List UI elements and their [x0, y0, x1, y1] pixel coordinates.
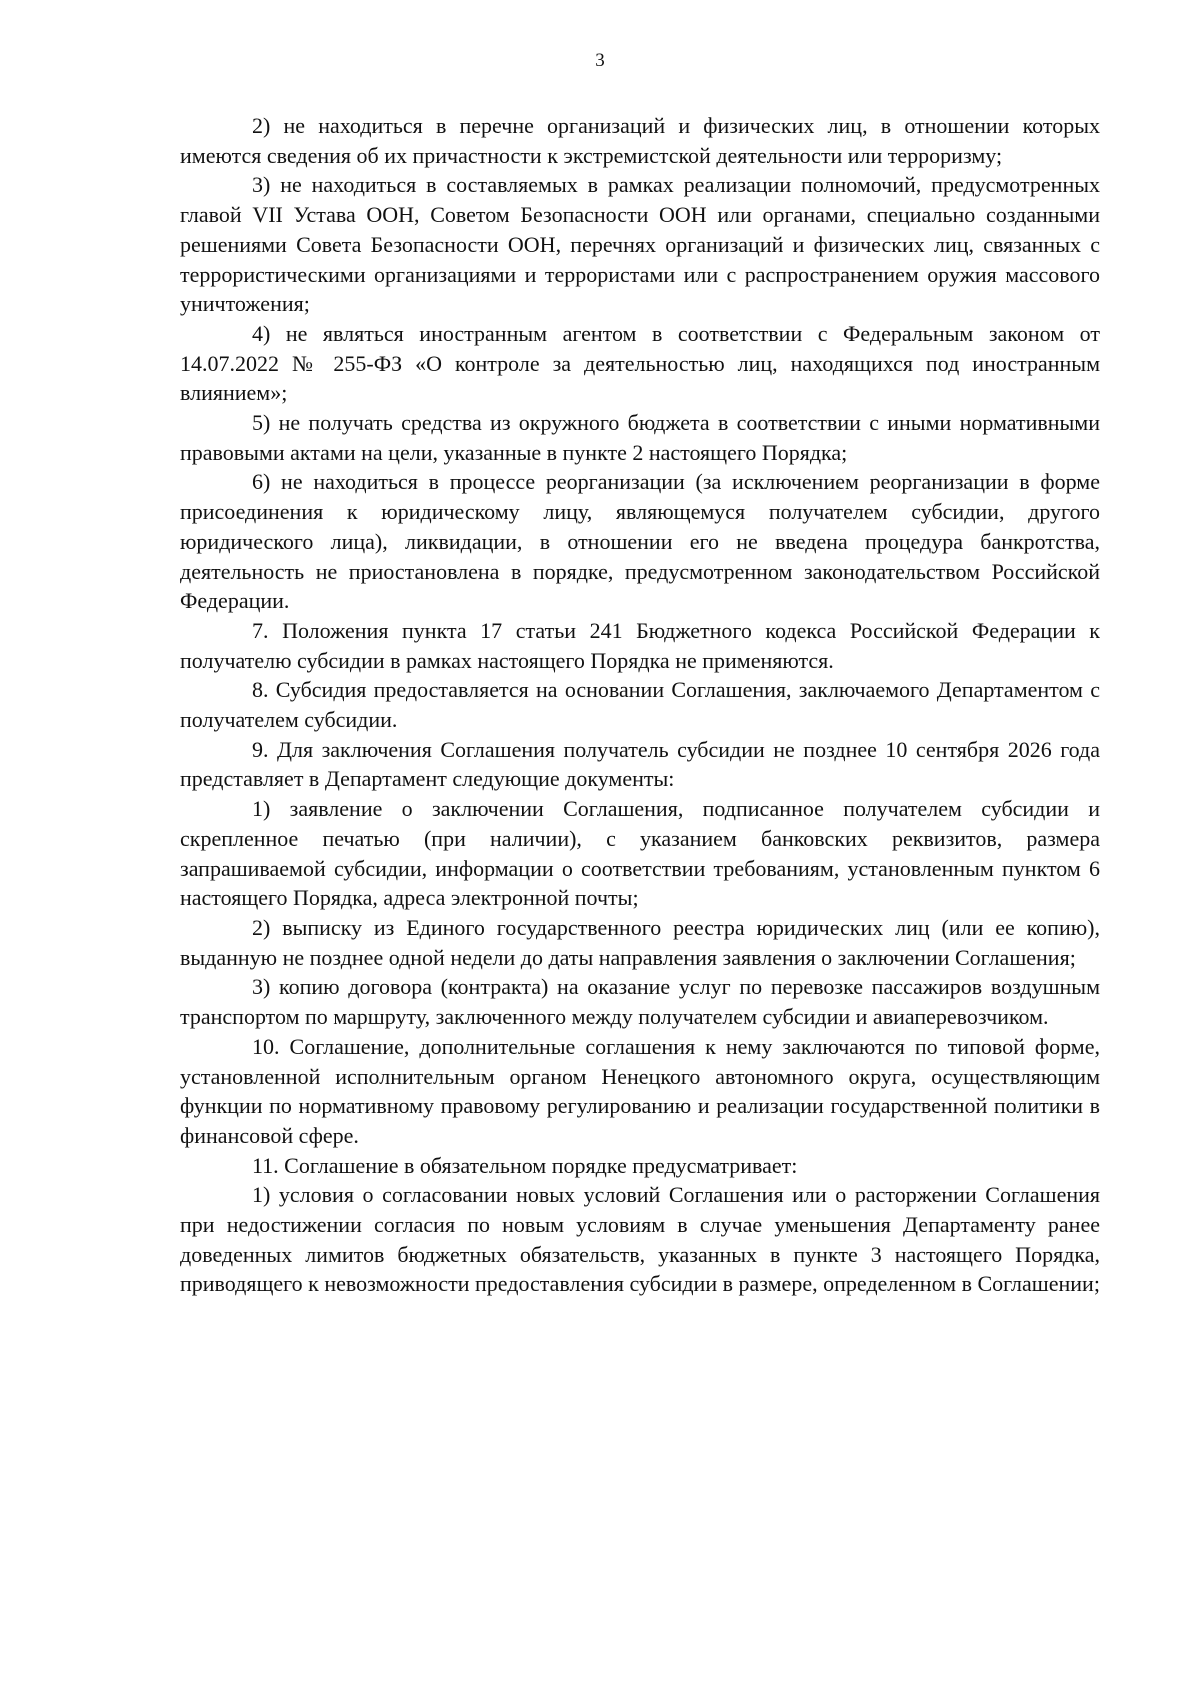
paragraph-item-4-not-foreign-agent: 4) не являться иностранным агентом в соответствии с Федеральным законом от 14.07.2022 № 255-ФЗ «О контроле за деятельностью лиц, находящихся под иностранным влиянием»;	[180, 320, 1100, 406]
paragraph-clause-8: 8. Субсидия предоставляется на основании Соглашения, заключаемого Департаментом с получателем субсидии.	[180, 677, 1100, 733]
paragraph-clause-11-item-1: 1) условия о согласовании новых условий Соглашения или о расторжении Соглашения при недостижении согласия по новым условиям в случае уменьшения Департаменту ранее доведенных лимитов бюджетных обязательств, указанных в пункте 3 настоящего Порядка, приводящего к невозможности предоставления субсидии в размере, определенном в Соглашении;	[180, 1182, 1100, 1297]
page-number: 3	[595, 50, 605, 71]
paragraph-clause-9-item-2: 2) выписку из Единого государственного реестра юридических лиц (или ее копию), выданную не позднее одной недели до даты направления заявления о заключении Соглашения;	[180, 914, 1100, 970]
document-body	[180, 111, 1100, 1299]
paragraph-clause-11: 11. Соглашение в обязательном порядке предусматривает:	[252, 1152, 798, 1178]
paragraph-item-6-not-in-reorganization: 6) не находиться в процессе реорганизации (за исключением реорганизации в форме присоединения к юридическому лицу, являющемуся получателем субсидии, другого юридического лица), ликвидации, в отношении его не введена процедура банкротства, деятельность не приостановлена в порядке, предусмотренном законодательством Российской Федерации.	[180, 469, 1100, 614]
paragraph-clause-7: 7. Положения пункта 17 статьи 241 Бюджетного кодекса Российской Федерации к получателю субсидии в рамках настоящего Порядка не применяются.	[180, 617, 1100, 673]
paragraph-item-3-not-in-un-lists: 3) не находиться в составляемых в рамках реализации полномочий, предусмотренных главой VII Устава ООН, Советом Безопасности ООН или органами, специально созданными решениями Совета Безопасности ООН, перечнях организаций и физических лиц, связанных с террористическими организациями и террористами или с распространением оружия массового уничтожения;	[180, 172, 1100, 317]
paragraph-clause-9: 9. Для заключения Соглашения получатель субсидии не позднее 10 сентября 2026 года представляет в Департамент следующие документы:	[180, 736, 1100, 792]
paragraph-clause-9-item-3: 3) копию договора (контракта) на оказание услуг по перевозке пассажиров воздушным транспортом по маршруту, заключенного между получателем субсидии и авиаперевозчиком.	[180, 974, 1100, 1030]
paragraph-item-2-not-in-extremist-list: 2) не находиться в перечне организаций и физических лиц, в отношении которых имеются сведения об их причастности к экстремистской деятельности или терроризму;	[180, 113, 1100, 168]
paragraph-item-5-no-other-budget-funds: 5) не получать средства из окружного бюджета в соответствии с иными нормативными правовыми актами на цели, указанные в пункте 2 настоящего Порядка;	[180, 410, 1100, 465]
paragraph-clause-9-item-1: 1) заявление о заключении Соглашения, подписанное получателем субсидии и скрепленное печатью (при наличии), с указанием банковских реквизитов, размера запрашиваемой субсидии, информации о соответствии требованиям, установленным пунктом 6 настоящего Порядка, адреса электронной почты;	[180, 796, 1100, 911]
paragraph-clause-10: 10. Соглашение, дополнительные соглашения к нему заключаются по типовой форме, установленной исполнительным органом Ненецкого автономного округа, осуществляющим функции по нормативному правовому регулированию и реализации государственной политики в финансовой сфере.	[180, 1033, 1100, 1148]
